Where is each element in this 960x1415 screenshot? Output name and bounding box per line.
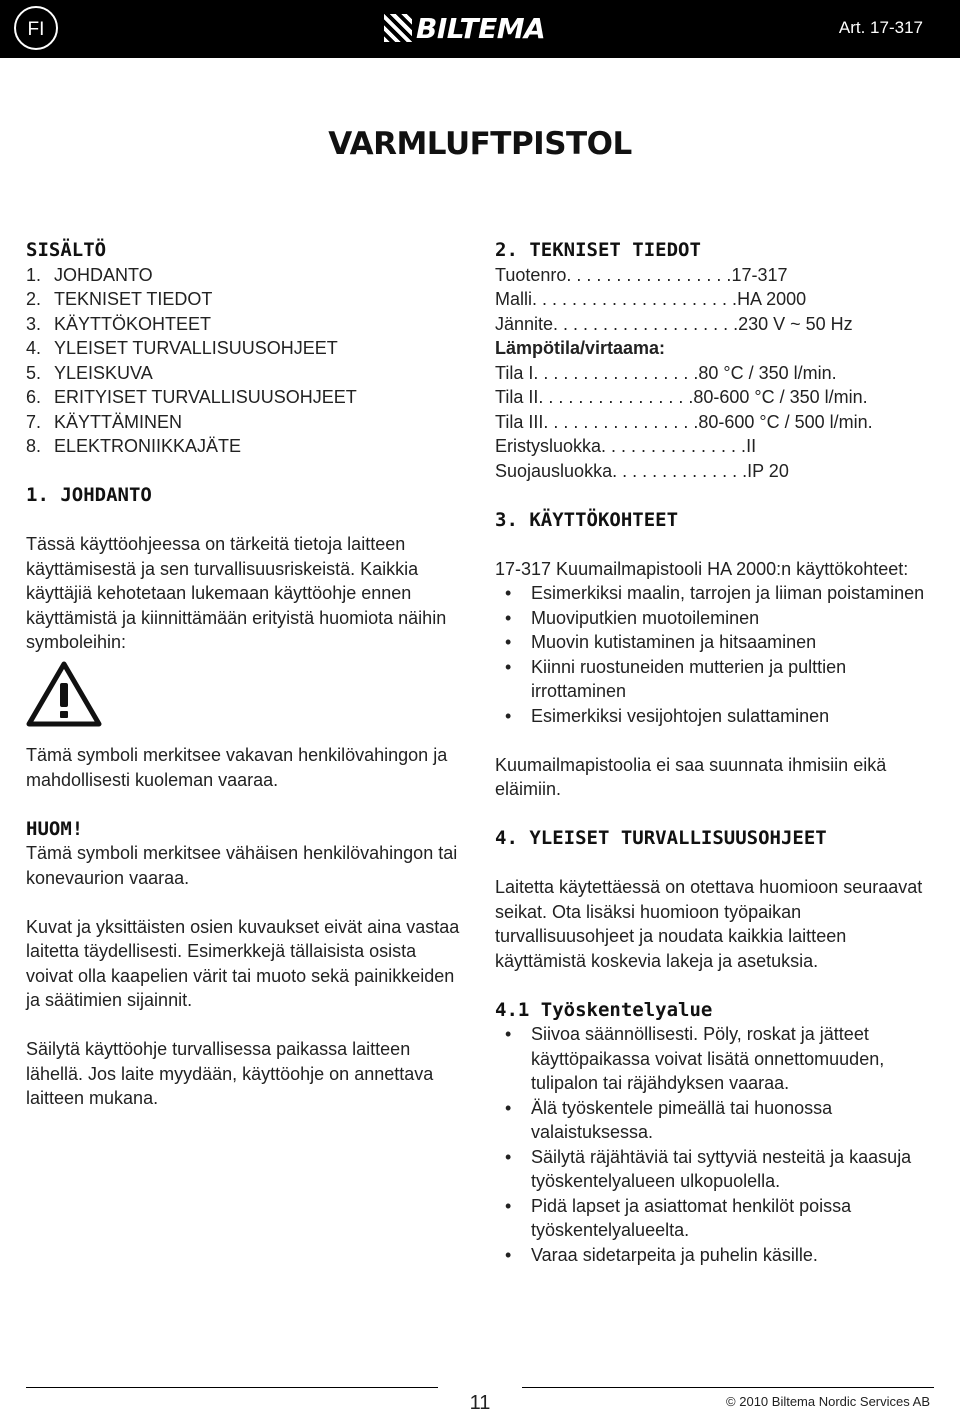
footer-divider-left	[26, 1387, 438, 1388]
left-column	[26, 238, 466, 1111]
spec-row: Tuotenro . . . . . . . . . . . . . . . . . 17-317	[495, 264, 788, 285]
page-number: 11	[469, 1392, 491, 1414]
toc-item: 8. ELEKTRONIIKKAJÄTE	[26, 436, 242, 456]
spec-row: Jännite . . . . . . . . . . . . . . . . . . . 230 V ~ 50 Hz	[495, 313, 853, 334]
specs-subheading: Lämpötila/virtaama:	[495, 338, 666, 358]
brand-name: BILTEMA	[416, 11, 546, 45]
list-item: • Siivoa säännöllisesti. Pöly, roskat ja jätteet käyttöpaikassa voivat lisätä onnettomuuden, tulipalon tai räjähdyksen vaaraa.	[495, 1022, 940, 1096]
safety-list	[495, 1022, 940, 1267]
footer-divider-right	[522, 1387, 934, 1388]
document-title: VARMLUFTPISTOL	[328, 126, 632, 162]
list-item: • Esimerkiksi maalin, tarrojen ja liiman poistaminen	[495, 581, 940, 606]
copyright: © 2010 Biltema Nordic Services AB	[726, 1394, 930, 1409]
huom-heading: HUOM!	[26, 817, 84, 840]
right-column	[495, 238, 940, 1267]
biltema-logo	[384, 12, 545, 44]
list-item: • Säilytä räjähtäviä tai syttyviä nesteitä ja kaasuja työskentelyalueen ulkopuolella.	[495, 1145, 940, 1194]
toc-item: 2. TEKNISET TIEDOT	[26, 289, 213, 309]
uses-list	[495, 581, 940, 728]
uses-intro: 17-317 Kuumailmapistooli HA 2000:n käyttökohteet:	[495, 558, 909, 579]
warning-text: Tämä symboli merkitsee vakavan henkilövahingon ja mahdollisesti kuoleman vaaraa.	[26, 745, 448, 790]
toc-heading: SISÄLTÖ	[26, 239, 107, 261]
toc-item: 5. YLEISKUVA	[26, 362, 153, 383]
article-number: Art. 17-317	[838, 18, 923, 37]
spec-row: Malli . . . . . . . . . . . . . . . . . . . . . HA 2000	[495, 289, 807, 309]
toc-item: 7. KÄYTTÄMINEN	[26, 411, 183, 432]
list-item: • Kiinni ruostuneiden mutterien ja pulttien irrottaminen	[495, 655, 940, 704]
toc-item: 1. JOHDANTO	[26, 264, 153, 285]
list-item: • Esimerkiksi vesijohtojen sulattaminen	[495, 704, 940, 729]
spec-row: Tila I . . . . . . . . . . . . . . . . . 80 °C / 350 l/min.	[495, 362, 837, 383]
huom-text: Tämä symboli merkitsee vähäisen henkilövahingon tai konevaurion vaaraa.	[26, 843, 458, 888]
list-item: • Älä työskentele pimeällä tai huonossa valaistuksessa.	[495, 1096, 940, 1145]
intro-heading: 1. JOHDANTO	[26, 484, 152, 506]
toc-item: 3. KÄYTTÖKOHTEET	[26, 313, 212, 334]
list-item: • Muoviputkien muotoileminen	[495, 606, 940, 631]
warning-triangle-icon	[26, 661, 102, 727]
checkered-flag-icon	[384, 14, 412, 42]
spec-row: Tila II . . . . . . . . . . . . . . . . 80-600 °C / 350 l/min.	[495, 387, 868, 407]
safety-heading: 4. YLEISET TURVALLISUUSOHJEET	[495, 827, 827, 849]
list-item: • Pidä lapset ja asiattomat henkilöt poissa työskentelyalueelta.	[495, 1194, 940, 1243]
list-item: • Muovin kutistaminen ja hitsaaminen	[495, 630, 940, 655]
uses-note: Kuumailmapistoolia ei saa suunnata ihmisiin eikä eläimiin.	[495, 754, 887, 799]
language-badge: FI	[14, 6, 58, 50]
spec-row: Suojausluokka . . . . . . . . . . . . . . IP 20	[495, 460, 789, 481]
toc-item: 6. ERITYISET TURVALLISUUSOHJEET	[26, 387, 357, 407]
intro-paragraph: Tässä käyttöohjeessa on tärkeitä tietoja laitteen käyttämisestä ja sen turvallisuusriskeistä. Kaikkia käyttäjiä kehotetaan lukemaan käyttöohje ennen käyttämistä ja kiinnittämään erityistä huomiota näihin symboleihin:	[26, 534, 447, 652]
work-area-heading: 4.1 Työskentelyalue	[495, 998, 713, 1021]
specs-heading: 2. TEKNISET TIEDOT	[495, 239, 701, 261]
spec-row: Eristysluokka . . . . . . . . . . . . . . . II	[495, 436, 757, 456]
toc-item: 4. YLEISET TURVALLISUUSOHJEET	[26, 338, 338, 358]
images-note-paragraph: Kuvat ja yksittäisten osien kuvaukset eivät aina vastaa laitetta täydellisesti. Esimerkkejä tällaisista osista voivat olla kaapelien värit tai muoto sekä painikkeiden ja säätimien sijainnit.	[26, 916, 460, 1010]
storage-paragraph: Säilytä käyttöohje turvallisessa paikassa laitteen lähellä. Jos laite myydään, käyttöohje on annettava laitteen mukana.	[26, 1039, 434, 1108]
spec-row: Tila III . . . . . . . . . . . . . . . . 80-600 °C / 500 l/min.	[495, 411, 873, 432]
list-item: • Varaa sidetarpeita ja puhelin käsille.	[495, 1243, 940, 1268]
uses-heading: 3. KÄYTTÖKOHTEET	[495, 508, 679, 531]
toc-list	[26, 263, 466, 459]
header-bar	[0, 0, 960, 58]
safety-intro: Laitetta käytettäessä on otettava huomioon seuraavat seikat. Ota lisäksi huomioon työpaikan turvallisuusohjeet ja noudata kaikkia laitteen käyttämistä koskevia lakeja ja asetuksia.	[495, 877, 923, 971]
